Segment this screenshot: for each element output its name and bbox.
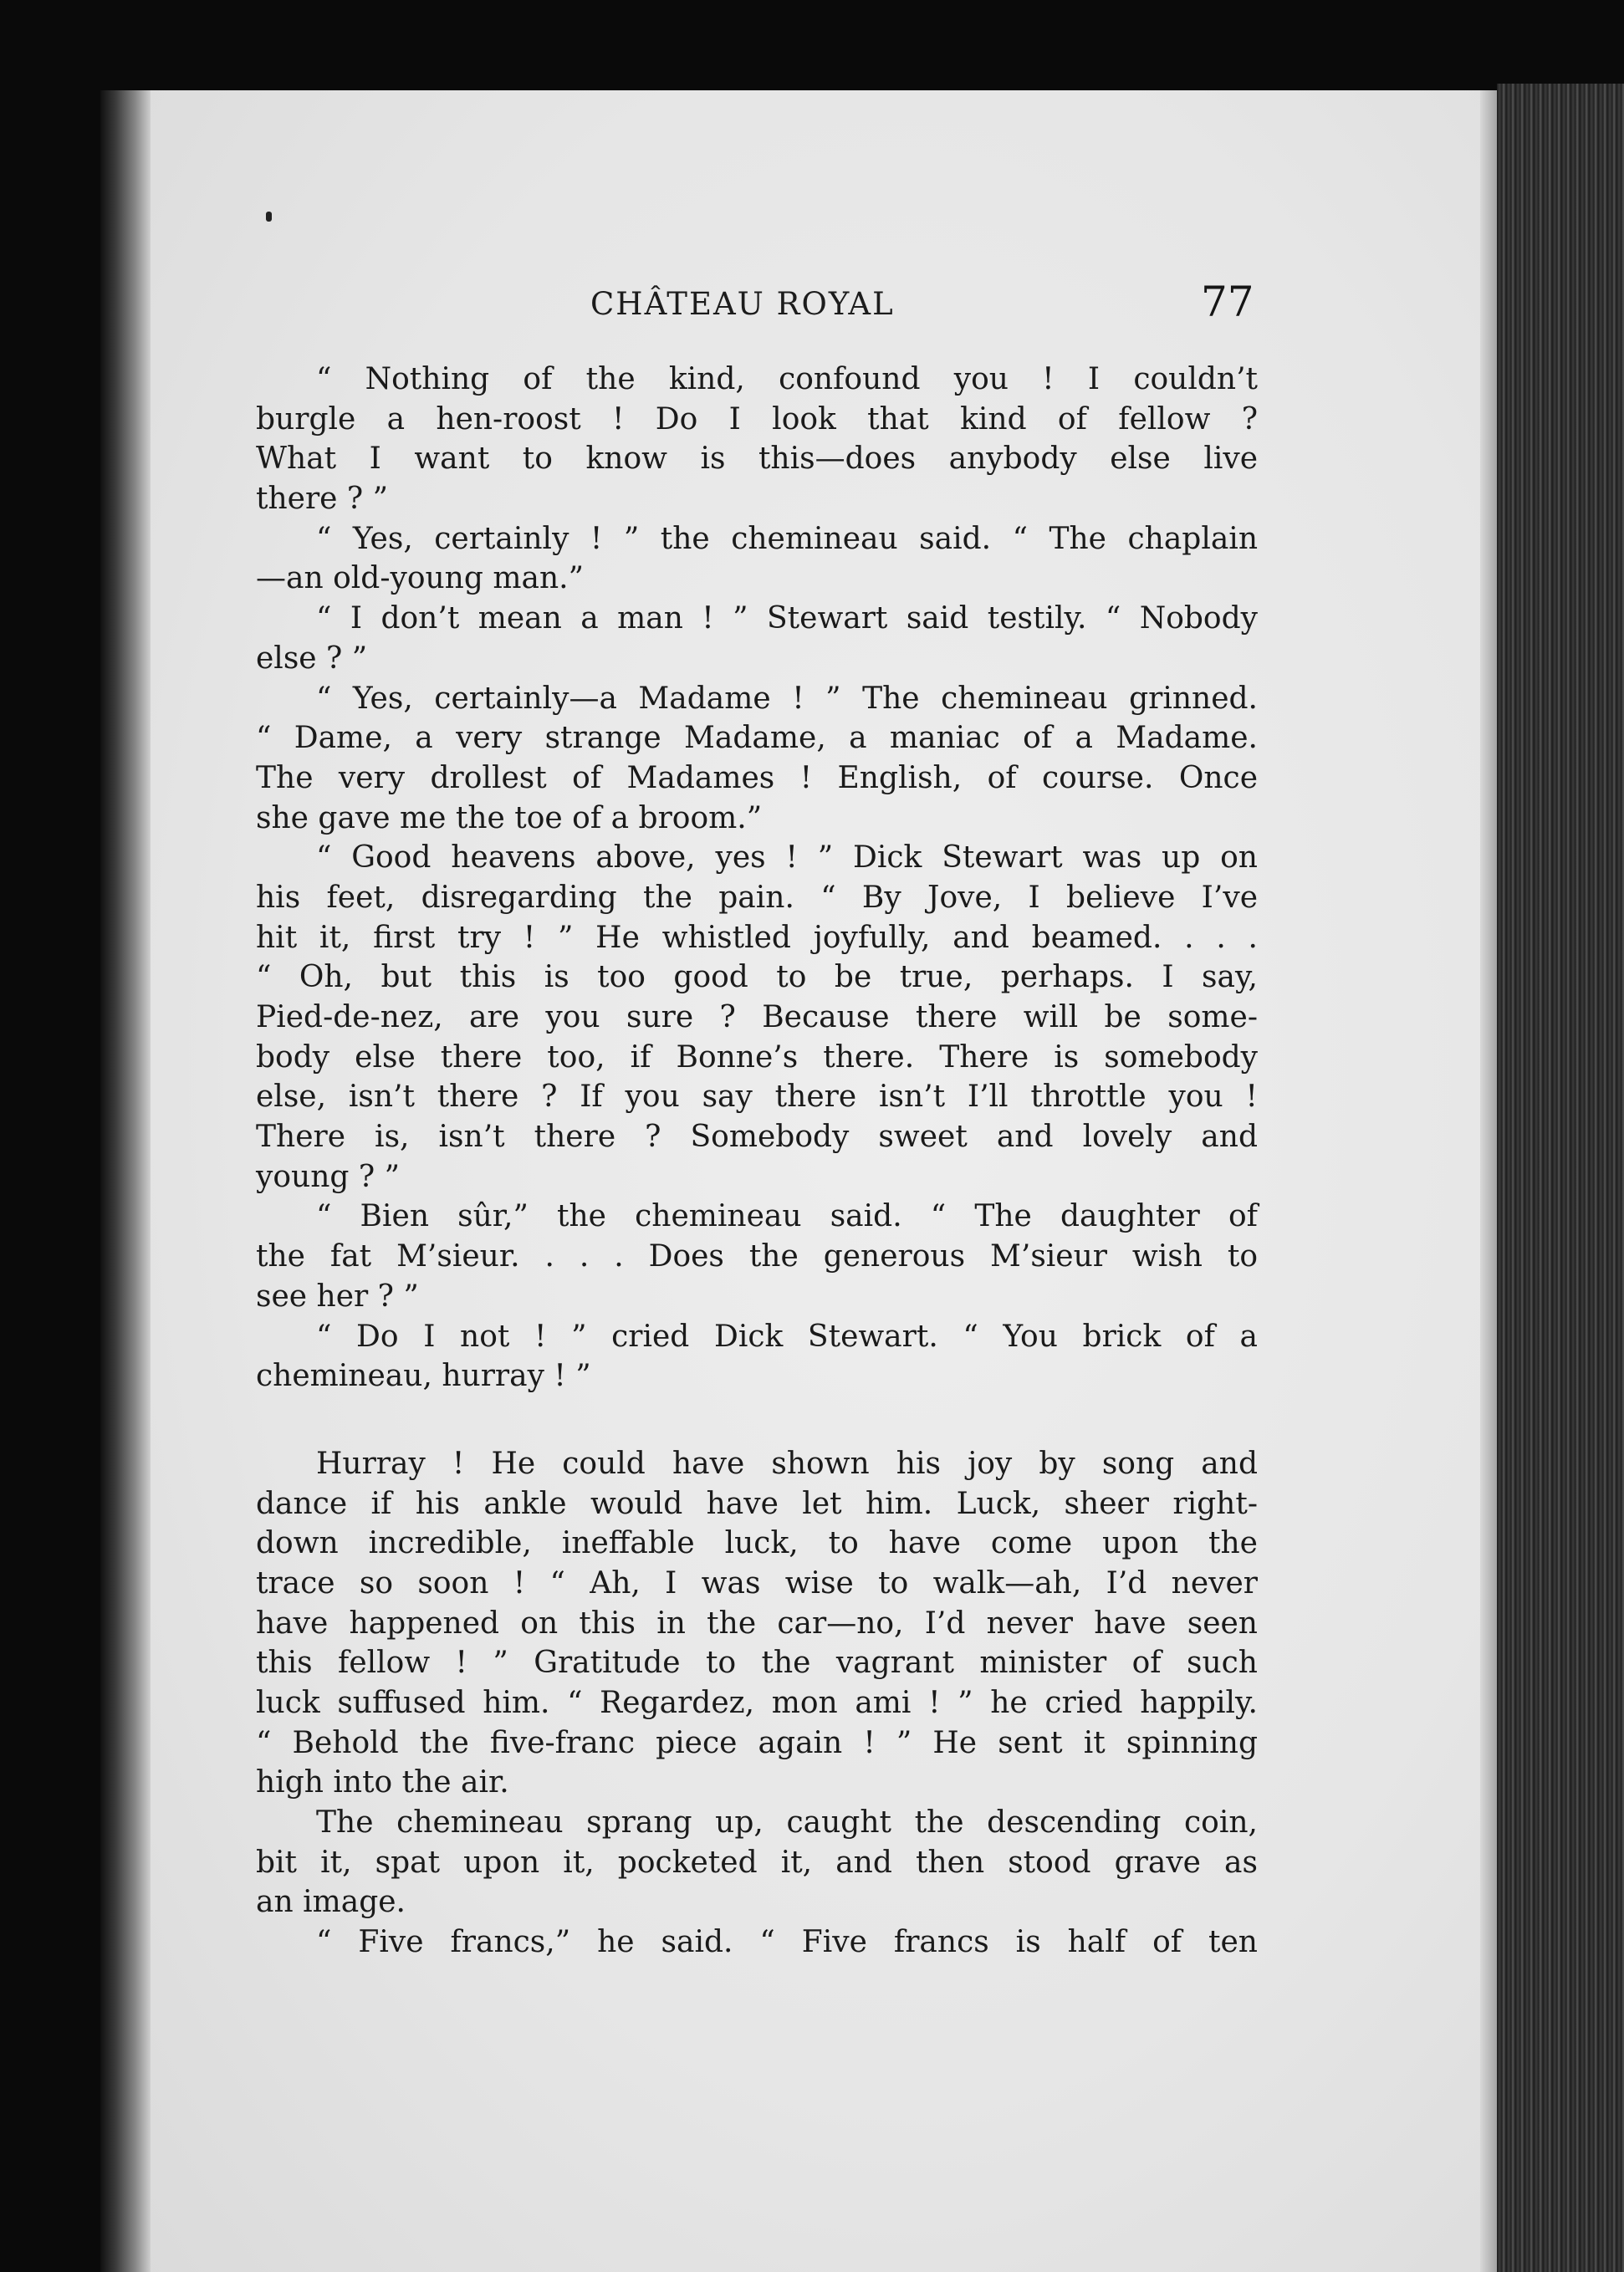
body-text (256, 360, 1258, 1963)
running-head-title: CHÂTEAU ROYAL (590, 286, 895, 322)
text-line: high into the air. (256, 1765, 509, 1800)
text-line: dance if his ankle would have let him. Luck, sheer right- (256, 1486, 1258, 1521)
text-line: “ Do I not ! ” cried Dick Stewart. “ You brick of a (316, 1319, 1258, 1354)
text-line: “ Five francs,” he said. “ Five francs is half of ten (316, 1925, 1258, 1960)
text-line: chemineau, hurray ! ” (256, 1359, 591, 1394)
text-line: “ I don’t mean a man ! ” Stewart said testily. “ Nobody (316, 601, 1258, 636)
text-line: “ Dame, a very strange Madame, a maniac of a Madame. (256, 721, 1258, 756)
text-line: The very drollest of Madames ! English, of course. Once (256, 760, 1258, 795)
text-line: What I want to know is this—does anybody else live (256, 442, 1258, 477)
text-line: body else there too, if Bonne’s there. There is somebody (256, 1039, 1258, 1075)
text-line: luck suffused him. “ Regardez, mon ami ! ” he cried happily. (256, 1686, 1258, 1720)
text-line: the fat M’sieur. . . . Does the generous M’sieur wish to (256, 1239, 1258, 1274)
text-line: an image. (256, 1885, 406, 1920)
text-line: “ Nothing of the kind, confound you ! I couldn’t (316, 362, 1258, 396)
text-line: trace so soon ! “ Ah, I was wise to walk—ah, I’d never (256, 1565, 1258, 1601)
running-head (256, 278, 1259, 336)
text-line: “ Behold the five-franc piece again ! ” He sent it spinning (256, 1725, 1258, 1760)
text-line: see her ? ” (256, 1279, 419, 1314)
binding-shadow (100, 90, 151, 2272)
text-line: “ Bien sûr,” the chemineau said. “ The daughter of (316, 1199, 1258, 1234)
text-line: young ? ” (256, 1159, 401, 1194)
text-line: down incredible, ineffable luck, to have come upon the (256, 1526, 1258, 1561)
text-line: “ Oh, but this is too good to be true, perhaps. I say, (256, 960, 1258, 995)
text-line: Hurray ! He could have shown his joy by song and (316, 1446, 1258, 1481)
text-line: she gave me the toe of a broom.” (256, 800, 763, 835)
text-line: else, isn’t there ? If you say there isn’t I’ll throttle you ! (256, 1080, 1258, 1115)
text-line: burgle a hen-roost ! Do I look that kind of fellow ? (256, 401, 1258, 437)
text-line: The chemineau sprang up, caught the descending coin, (316, 1805, 1258, 1841)
text-line: There is, isn’t there ? Somebody sweet and lovely and (256, 1120, 1258, 1155)
text-line: there ? ” (256, 482, 389, 517)
text-line: “ Yes, certainly—a Madame ! ” The chemineau grinned. (316, 681, 1258, 716)
text-line: have happened on this in the car—no, I’d never have seen (256, 1606, 1258, 1641)
text-line: “ Yes, certainly ! ” the chemineau said. “ The chaplain (316, 521, 1258, 556)
ink-speck (266, 212, 272, 222)
page-number: 77 (1201, 278, 1254, 326)
text-line: bit it, spat upon it, pocketed it, and then stood grave as (256, 1845, 1258, 1880)
text-line: his feet, disregarding the pain. “ By Jove, I believe I’ve (256, 880, 1258, 915)
text-line: Pied-de-nez, are you sure ? Because there will be some- (256, 1000, 1258, 1034)
text-line: else ? ” (256, 641, 368, 676)
text-line: —an old-young man.” (256, 561, 584, 596)
page-edges (1497, 84, 1624, 2272)
section-break (256, 1396, 1258, 1444)
text-line: this fellow ! ” Gratitude to the vagrant minister of such (256, 1646, 1258, 1681)
text-line: hit it, first try ! ” He whistled joyfully, and beamed. . . . (256, 920, 1258, 955)
text-line: “ Good heavens above, yes ! ” Dick Stewart was up on (316, 840, 1258, 876)
